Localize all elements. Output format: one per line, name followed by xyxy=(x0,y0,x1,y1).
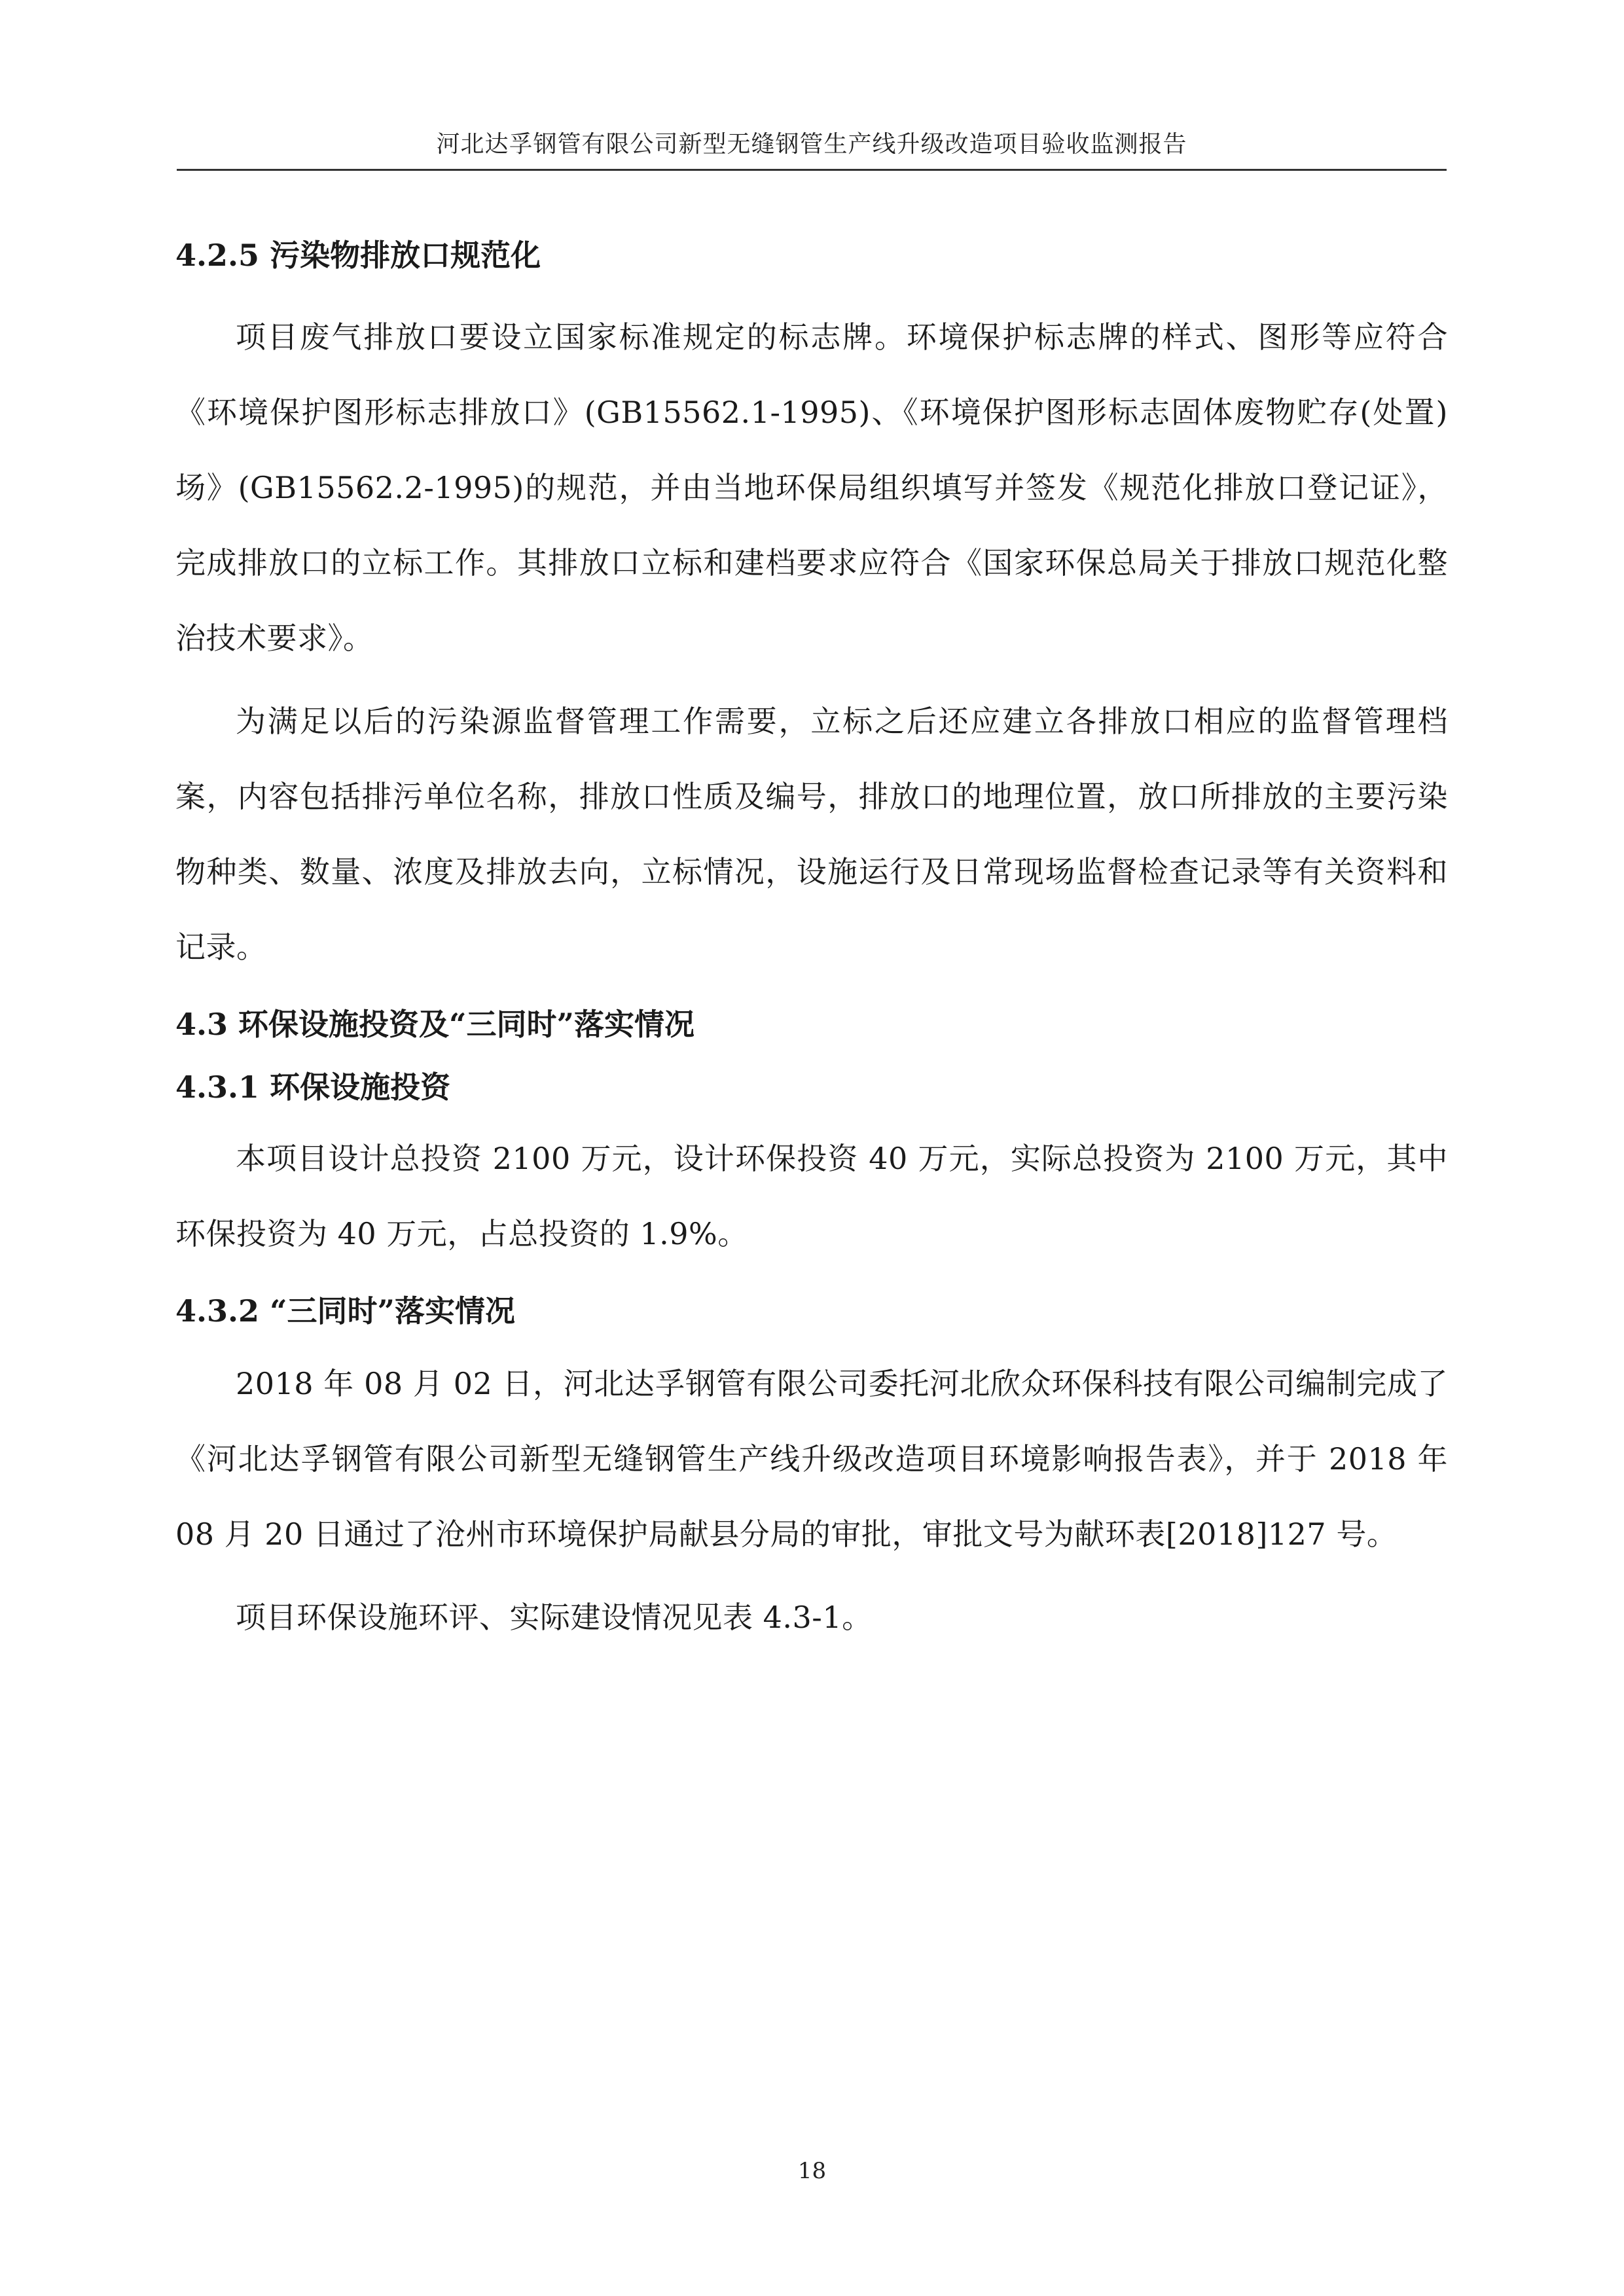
section-heading-4-3-2: 4.3.2 “三同时”落实情况 xyxy=(175,1293,515,1329)
paragraph-investment: 本项目设计总投资 2100 万元，设计环保投资 40 万元，实际总投资为 2100 万元，其中环保投资为 40 万元，占总投资的 1.9%。 xyxy=(175,1141,1448,1251)
section-heading-4-3: 4.3 环保设施投资及“三同时”落实情况 xyxy=(175,1007,695,1042)
paragraph-outlet-signage: 项目废气排放口要设立国家标准规定的标志牌。环境保护标志牌的样式、图形等应符合《环境保护图形标志排放口》(GB15562.1-1995)、《环境保护图形标志固体废物贮存(处置)场》(GB15562.2-1995)的规范，并由当地环保局组织填写并签发《规范化排放口登记证》，完成排放口的立标工作。其排放口立标和建档要求应符合《国家环保总局关于排放口规范化整治技术要求》。 xyxy=(175,319,1448,656)
document-body xyxy=(175,236,1448,1655)
paragraph-table-reference: 项目环保设施环评、实际建设情况见表 4.3-1。 xyxy=(236,1600,873,1635)
page-header-title: 河北达孚钢管有限公司新型无缝钢管生产线升级改造项目验收监测报告 xyxy=(436,131,1187,158)
paragraph-approval: 2018 年 08 月 02 日，河北达孚钢管有限公司委托河北欣众环保科技有限公司编制完成了《河北达孚钢管有限公司新型无缝钢管生产线升级改造项目环境影响报告表》，并于 2018 年 08 月 20 日通过了沧州市环境保护局献县分局的审批，审批文号为献环表[2018]127 号。 xyxy=(175,1366,1448,1552)
header-rule xyxy=(177,169,1447,171)
section-heading-4-3-1: 4.3.1 环保设施投资 xyxy=(175,1069,451,1105)
section-heading-4-2-5: 4.2.5 污染物排放口规范化 xyxy=(175,238,541,273)
page-number: 18 xyxy=(797,2158,827,2184)
paragraph-outlet-archives: 为满足以后的污染源监督管理工作需要，立标之后还应建立各排放口相应的监督管理档案，内容包括排污单位名称，排放口性质及编号，排放口的地理位置，放口所排放的主要污染物种类、数量、浓度及排放去向，立标情况，设施运行及日常现场监督检查记录等有关资料和记录。 xyxy=(175,704,1448,965)
